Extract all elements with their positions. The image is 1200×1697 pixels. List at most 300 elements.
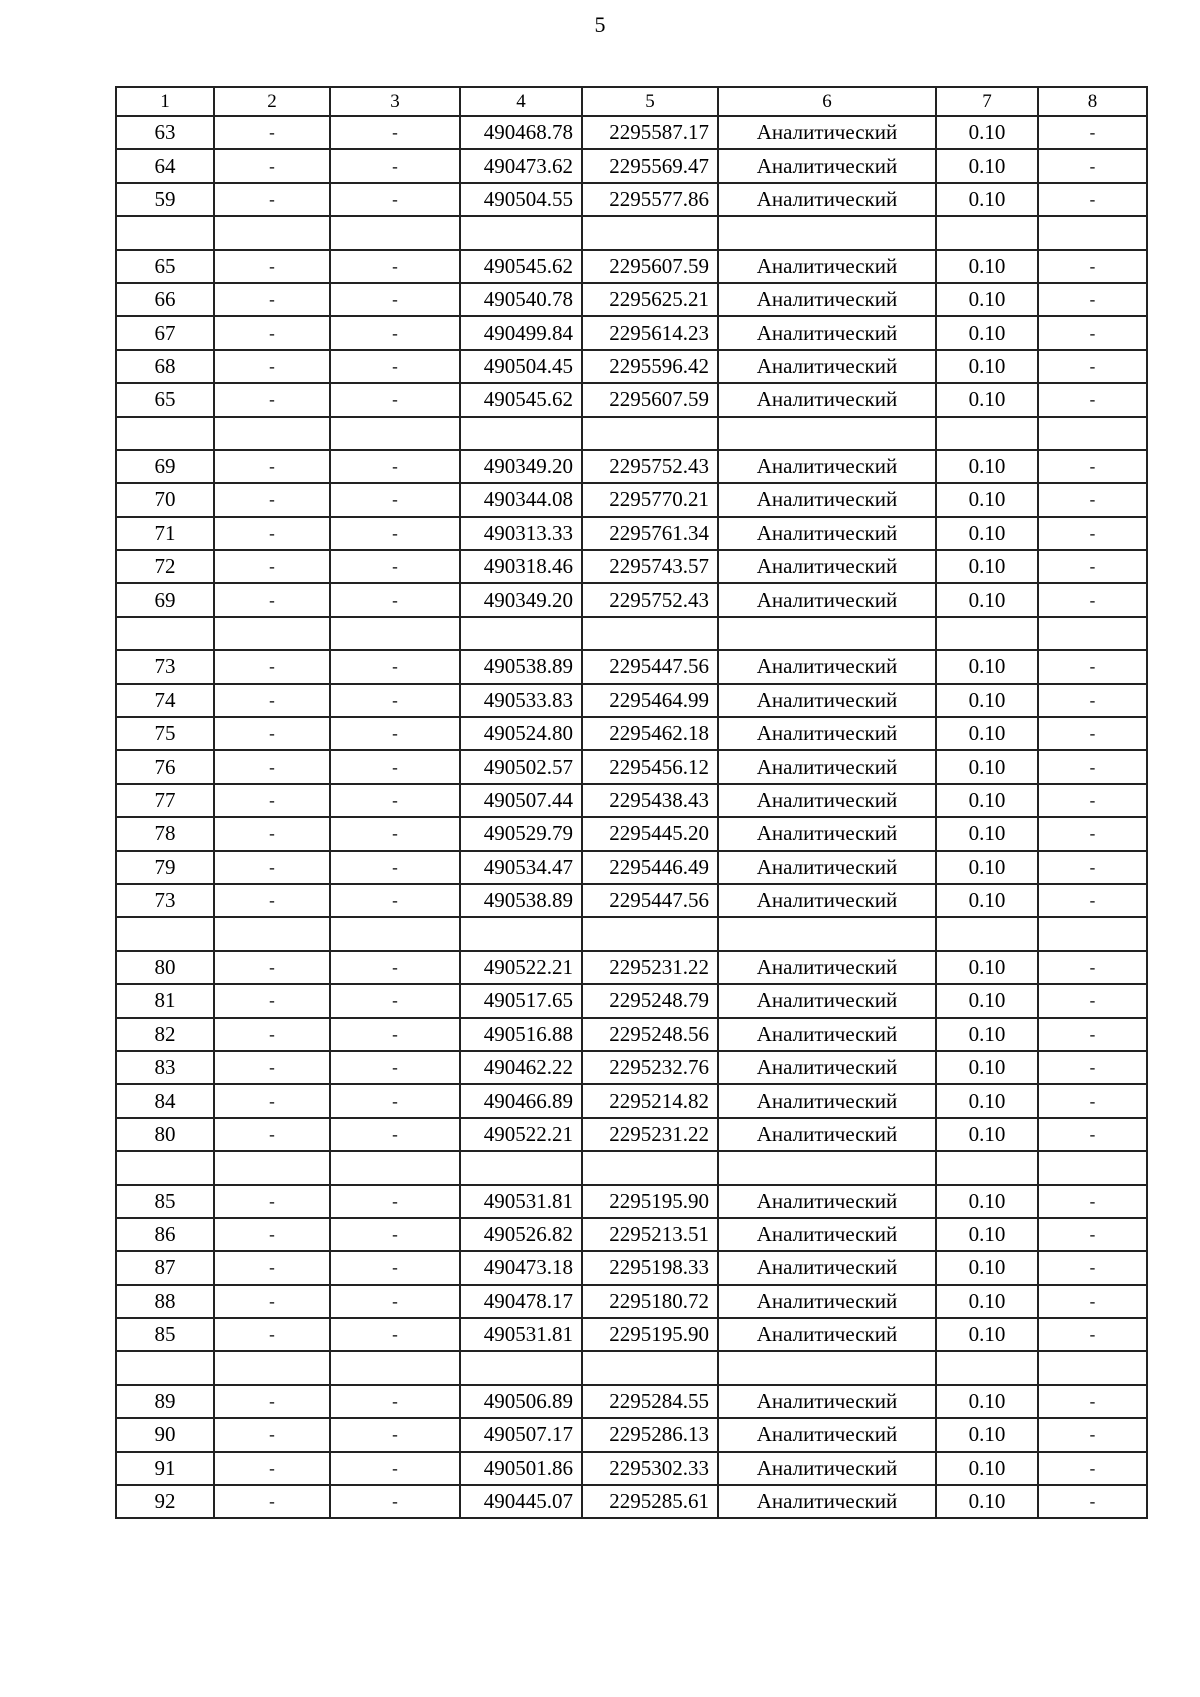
col8-cell xyxy=(1038,417,1147,450)
y-coordinate-cell: 2295248.79 xyxy=(582,984,718,1017)
point-number-cell: 79 xyxy=(116,851,214,884)
method-cell: Аналитический xyxy=(718,1084,936,1117)
column-header: 6 xyxy=(718,87,936,116)
col3-cell xyxy=(330,417,460,450)
col8-cell: - xyxy=(1038,1418,1147,1451)
col8-cell: - xyxy=(1038,1251,1147,1284)
col3-cell: - xyxy=(330,884,460,917)
col3-cell: - xyxy=(330,250,460,283)
table-row xyxy=(116,1251,1147,1284)
table-row xyxy=(116,350,1147,383)
y-coordinate-cell: 2295198.33 xyxy=(582,1251,718,1284)
accuracy-cell: 0.10 xyxy=(936,583,1038,616)
method-cell: Аналитический xyxy=(718,951,936,984)
x-coordinate-cell xyxy=(460,917,582,950)
col8-cell: - xyxy=(1038,784,1147,817)
point-number-cell: 78 xyxy=(116,817,214,850)
col2-cell: - xyxy=(214,1118,330,1151)
table-row xyxy=(116,149,1147,182)
column-header: 4 xyxy=(460,87,582,116)
x-coordinate-cell: 490517.65 xyxy=(460,984,582,1017)
accuracy-cell: 0.10 xyxy=(936,1318,1038,1351)
col2-cell: - xyxy=(214,1418,330,1451)
col8-cell: - xyxy=(1038,283,1147,316)
y-coordinate-cell xyxy=(582,417,718,450)
y-coordinate-cell: 2295180.72 xyxy=(582,1285,718,1318)
x-coordinate-cell: 490531.81 xyxy=(460,1318,582,1351)
column-header: 2 xyxy=(214,87,330,116)
table-row xyxy=(116,717,1147,750)
point-number-cell xyxy=(116,216,214,249)
col3-cell: - xyxy=(330,483,460,516)
table-row xyxy=(116,884,1147,917)
y-coordinate-cell: 2295195.90 xyxy=(582,1185,718,1218)
x-coordinate-cell: 490529.79 xyxy=(460,817,582,850)
table-row xyxy=(116,851,1147,884)
table-row xyxy=(116,550,1147,583)
method-cell xyxy=(718,1151,936,1184)
method-cell: Аналитический xyxy=(718,784,936,817)
point-number-cell xyxy=(116,917,214,950)
x-coordinate-cell: 490506.89 xyxy=(460,1385,582,1418)
col3-cell: - xyxy=(330,1018,460,1051)
y-coordinate-cell: 2295195.90 xyxy=(582,1318,718,1351)
table-row xyxy=(116,951,1147,984)
col8-cell: - xyxy=(1038,817,1147,850)
x-coordinate-cell: 490344.08 xyxy=(460,483,582,516)
y-coordinate-cell: 2295569.47 xyxy=(582,149,718,182)
col8-cell: - xyxy=(1038,884,1147,917)
method-cell: Аналитический xyxy=(718,383,936,416)
point-number-cell: 71 xyxy=(116,517,214,550)
y-coordinate-cell: 2295743.57 xyxy=(582,550,718,583)
point-number-cell: 80 xyxy=(116,951,214,984)
accuracy-cell: 0.10 xyxy=(936,1418,1038,1451)
col2-cell: - xyxy=(214,1285,330,1318)
col2-cell: - xyxy=(214,817,330,850)
y-coordinate-cell xyxy=(582,917,718,950)
col2-cell: - xyxy=(214,1018,330,1051)
accuracy-cell: 0.10 xyxy=(936,1185,1038,1218)
col3-cell: - xyxy=(330,951,460,984)
y-coordinate-cell xyxy=(582,617,718,650)
accuracy-cell: 0.10 xyxy=(936,951,1038,984)
column-header: 8 xyxy=(1038,87,1147,116)
x-coordinate-cell: 490507.17 xyxy=(460,1418,582,1451)
col2-cell: - xyxy=(214,951,330,984)
col3-cell: - xyxy=(330,1051,460,1084)
x-coordinate-cell: 490473.18 xyxy=(460,1251,582,1284)
table-row xyxy=(116,1018,1147,1051)
x-coordinate-cell xyxy=(460,417,582,450)
table-row xyxy=(116,750,1147,783)
accuracy-cell: 0.10 xyxy=(936,650,1038,683)
x-coordinate-cell xyxy=(460,1351,582,1384)
table-row xyxy=(116,1051,1147,1084)
x-coordinate-cell: 490504.55 xyxy=(460,183,582,216)
table-row xyxy=(116,684,1147,717)
point-number-cell: 77 xyxy=(116,784,214,817)
accuracy-cell xyxy=(936,1351,1038,1384)
col3-cell: - xyxy=(330,684,460,717)
x-coordinate-cell: 490531.81 xyxy=(460,1185,582,1218)
table-separator-row xyxy=(116,1351,1147,1384)
y-coordinate-cell: 2295456.12 xyxy=(582,750,718,783)
col8-cell: - xyxy=(1038,1485,1147,1518)
x-coordinate-cell: 490468.78 xyxy=(460,116,582,149)
accuracy-cell: 0.10 xyxy=(936,250,1038,283)
x-coordinate-cell: 490516.88 xyxy=(460,1018,582,1051)
table-row xyxy=(116,1318,1147,1351)
col2-cell: - xyxy=(214,684,330,717)
x-coordinate-cell: 490545.62 xyxy=(460,383,582,416)
col8-cell: - xyxy=(1038,583,1147,616)
y-coordinate-cell: 2295214.82 xyxy=(582,1084,718,1117)
accuracy-cell: 0.10 xyxy=(936,1485,1038,1518)
table-row xyxy=(116,250,1147,283)
col2-cell xyxy=(214,617,330,650)
point-number-cell: 65 xyxy=(116,383,214,416)
method-cell xyxy=(718,617,936,650)
accuracy-cell: 0.10 xyxy=(936,884,1038,917)
method-cell: Аналитический xyxy=(718,817,936,850)
col3-cell: - xyxy=(330,717,460,750)
coordinates-table xyxy=(115,86,1148,1519)
y-coordinate-cell: 2295213.51 xyxy=(582,1218,718,1251)
x-coordinate-cell: 490538.89 xyxy=(460,650,582,683)
point-number-cell xyxy=(116,417,214,450)
col8-cell xyxy=(1038,917,1147,950)
col2-cell xyxy=(214,917,330,950)
accuracy-cell: 0.10 xyxy=(936,750,1038,783)
col8-cell: - xyxy=(1038,350,1147,383)
accuracy-cell: 0.10 xyxy=(936,851,1038,884)
y-coordinate-cell: 2295445.20 xyxy=(582,817,718,850)
method-cell: Аналитический xyxy=(718,450,936,483)
method-cell: Аналитический xyxy=(718,183,936,216)
point-number-cell: 81 xyxy=(116,984,214,1017)
x-coordinate-cell: 490502.57 xyxy=(460,750,582,783)
col2-cell: - xyxy=(214,1251,330,1284)
table-row xyxy=(116,784,1147,817)
col2-cell: - xyxy=(214,984,330,1017)
x-coordinate-cell: 490540.78 xyxy=(460,283,582,316)
col2-cell: - xyxy=(214,1452,330,1485)
method-cell: Аналитический xyxy=(718,984,936,1017)
y-coordinate-cell: 2295286.13 xyxy=(582,1418,718,1451)
col8-cell: - xyxy=(1038,1084,1147,1117)
y-coordinate-cell: 2295447.56 xyxy=(582,884,718,917)
x-coordinate-cell: 490313.33 xyxy=(460,517,582,550)
col3-cell: - xyxy=(330,583,460,616)
table-row xyxy=(116,1285,1147,1318)
point-number-cell: 72 xyxy=(116,550,214,583)
col2-cell: - xyxy=(214,149,330,182)
x-coordinate-cell: 490522.21 xyxy=(460,951,582,984)
y-coordinate-cell: 2295462.18 xyxy=(582,717,718,750)
y-coordinate-cell: 2295284.55 xyxy=(582,1385,718,1418)
point-number-cell: 67 xyxy=(116,316,214,349)
point-number-cell: 85 xyxy=(116,1318,214,1351)
table-header-row xyxy=(116,87,1147,116)
col3-cell: - xyxy=(330,984,460,1017)
column-header: 5 xyxy=(582,87,718,116)
col8-cell xyxy=(1038,1351,1147,1384)
col3-cell: - xyxy=(330,316,460,349)
col3-cell: - xyxy=(330,851,460,884)
accuracy-cell xyxy=(936,917,1038,950)
col8-cell: - xyxy=(1038,1318,1147,1351)
table-row xyxy=(116,517,1147,550)
table-body xyxy=(116,87,1147,1518)
method-cell: Аналитический xyxy=(718,1318,936,1351)
col2-cell: - xyxy=(214,851,330,884)
accuracy-cell: 0.10 xyxy=(936,1251,1038,1284)
point-number-cell: 69 xyxy=(116,583,214,616)
y-coordinate-cell: 2295231.22 xyxy=(582,951,718,984)
accuracy-cell: 0.10 xyxy=(936,316,1038,349)
point-number-cell: 59 xyxy=(116,183,214,216)
x-coordinate-cell: 490534.47 xyxy=(460,851,582,884)
method-cell: Аналитический xyxy=(718,1218,936,1251)
col8-cell: - xyxy=(1038,1018,1147,1051)
point-number-cell: 90 xyxy=(116,1418,214,1451)
col3-cell xyxy=(330,617,460,650)
col2-cell: - xyxy=(214,1385,330,1418)
x-coordinate-cell: 490499.84 xyxy=(460,316,582,349)
method-cell: Аналитический xyxy=(718,750,936,783)
x-coordinate-cell: 490522.21 xyxy=(460,1118,582,1151)
table-row xyxy=(116,1452,1147,1485)
col3-cell: - xyxy=(330,283,460,316)
method-cell xyxy=(718,917,936,950)
point-number-cell: 92 xyxy=(116,1485,214,1518)
col2-cell xyxy=(214,216,330,249)
col8-cell xyxy=(1038,617,1147,650)
x-coordinate-cell: 490466.89 xyxy=(460,1084,582,1117)
accuracy-cell xyxy=(936,617,1038,650)
col2-cell xyxy=(214,417,330,450)
accuracy-cell: 0.10 xyxy=(936,1285,1038,1318)
method-cell: Аналитический xyxy=(718,517,936,550)
x-coordinate-cell xyxy=(460,617,582,650)
point-number-cell: 87 xyxy=(116,1251,214,1284)
method-cell: Аналитический xyxy=(718,851,936,884)
col3-cell: - xyxy=(330,1452,460,1485)
point-number-cell xyxy=(116,1151,214,1184)
col2-cell: - xyxy=(214,1084,330,1117)
y-coordinate-cell: 2295302.33 xyxy=(582,1452,718,1485)
point-number-cell: 82 xyxy=(116,1018,214,1051)
table-row xyxy=(116,383,1147,416)
column-header: 3 xyxy=(330,87,460,116)
point-number-cell: 88 xyxy=(116,1285,214,1318)
col3-cell: - xyxy=(330,1285,460,1318)
accuracy-cell: 0.10 xyxy=(936,1018,1038,1051)
table-row xyxy=(116,1218,1147,1251)
col2-cell: - xyxy=(214,1051,330,1084)
col3-cell: - xyxy=(330,750,460,783)
method-cell: Аналитический xyxy=(718,483,936,516)
col8-cell xyxy=(1038,216,1147,249)
table-row xyxy=(116,1385,1147,1418)
method-cell: Аналитический xyxy=(718,1418,936,1451)
col8-cell: - xyxy=(1038,1452,1147,1485)
col8-cell: - xyxy=(1038,750,1147,783)
point-number-cell: 68 xyxy=(116,350,214,383)
accuracy-cell: 0.10 xyxy=(936,817,1038,850)
col3-cell xyxy=(330,917,460,950)
y-coordinate-cell: 2295446.49 xyxy=(582,851,718,884)
point-number-cell: 76 xyxy=(116,750,214,783)
col2-cell: - xyxy=(214,116,330,149)
col2-cell: - xyxy=(214,350,330,383)
method-cell: Аналитический xyxy=(718,316,936,349)
point-number-cell: 70 xyxy=(116,483,214,516)
x-coordinate-cell: 490526.82 xyxy=(460,1218,582,1251)
col8-cell: - xyxy=(1038,1385,1147,1418)
y-coordinate-cell: 2295231.22 xyxy=(582,1118,718,1151)
col2-cell: - xyxy=(214,316,330,349)
table-row xyxy=(116,483,1147,516)
col2-cell: - xyxy=(214,884,330,917)
col3-cell: - xyxy=(330,1318,460,1351)
point-number-cell: 91 xyxy=(116,1452,214,1485)
col8-cell: - xyxy=(1038,1051,1147,1084)
point-number-cell: 74 xyxy=(116,684,214,717)
accuracy-cell: 0.10 xyxy=(936,550,1038,583)
accuracy-cell: 0.10 xyxy=(936,183,1038,216)
accuracy-cell: 0.10 xyxy=(936,149,1038,182)
x-coordinate-cell: 490473.62 xyxy=(460,149,582,182)
col2-cell: - xyxy=(214,1485,330,1518)
method-cell: Аналитический xyxy=(718,650,936,683)
method-cell: Аналитический xyxy=(718,1285,936,1318)
accuracy-cell xyxy=(936,216,1038,249)
method-cell xyxy=(718,417,936,450)
table-row xyxy=(116,1118,1147,1151)
method-cell: Аналитический xyxy=(718,1185,936,1218)
x-coordinate-cell xyxy=(460,216,582,249)
point-number-cell: 84 xyxy=(116,1084,214,1117)
col8-cell: - xyxy=(1038,1118,1147,1151)
accuracy-cell: 0.10 xyxy=(936,1452,1038,1485)
col2-cell: - xyxy=(214,784,330,817)
col3-cell: - xyxy=(330,383,460,416)
table-separator-row xyxy=(116,617,1147,650)
page-number: 5 xyxy=(594,12,606,37)
point-number-cell: 89 xyxy=(116,1385,214,1418)
table-row xyxy=(116,450,1147,483)
column-header: 7 xyxy=(936,87,1038,116)
table-row xyxy=(116,116,1147,149)
col8-cell: - xyxy=(1038,684,1147,717)
y-coordinate-cell: 2295752.43 xyxy=(582,583,718,616)
method-cell: Аналитический xyxy=(718,583,936,616)
y-coordinate-cell: 2295232.76 xyxy=(582,1051,718,1084)
col3-cell: - xyxy=(330,1084,460,1117)
accuracy-cell: 0.10 xyxy=(936,1051,1038,1084)
y-coordinate-cell: 2295752.43 xyxy=(582,450,718,483)
table-row xyxy=(116,650,1147,683)
method-cell: Аналитический xyxy=(718,884,936,917)
table-row xyxy=(116,1485,1147,1518)
col8-cell: - xyxy=(1038,650,1147,683)
col2-cell: - xyxy=(214,517,330,550)
col8-cell: - xyxy=(1038,851,1147,884)
accuracy-cell: 0.10 xyxy=(936,283,1038,316)
col2-cell: - xyxy=(214,550,330,583)
col2-cell: - xyxy=(214,383,330,416)
y-coordinate-cell: 2295607.59 xyxy=(582,250,718,283)
method-cell: Аналитический xyxy=(718,350,936,383)
table-separator-row xyxy=(116,917,1147,950)
point-number-cell: 66 xyxy=(116,283,214,316)
method-cell: Аналитический xyxy=(718,684,936,717)
method-cell: Аналитический xyxy=(718,1051,936,1084)
table-row xyxy=(116,183,1147,216)
method-cell: Аналитический xyxy=(718,1485,936,1518)
x-coordinate-cell: 490507.44 xyxy=(460,784,582,817)
col2-cell: - xyxy=(214,283,330,316)
y-coordinate-cell: 2295285.61 xyxy=(582,1485,718,1518)
col2-cell: - xyxy=(214,483,330,516)
point-number-cell: 80 xyxy=(116,1118,214,1151)
y-coordinate-cell: 2295625.21 xyxy=(582,283,718,316)
col3-cell: - xyxy=(330,450,460,483)
method-cell xyxy=(718,1351,936,1384)
accuracy-cell: 0.10 xyxy=(936,450,1038,483)
x-coordinate-cell: 490478.17 xyxy=(460,1285,582,1318)
y-coordinate-cell: 2295761.34 xyxy=(582,517,718,550)
col8-cell: - xyxy=(1038,183,1147,216)
point-number-cell: 64 xyxy=(116,149,214,182)
y-coordinate-cell: 2295447.56 xyxy=(582,650,718,683)
point-number-cell: 65 xyxy=(116,250,214,283)
col3-cell xyxy=(330,1351,460,1384)
col8-cell: - xyxy=(1038,517,1147,550)
y-coordinate-cell xyxy=(582,1151,718,1184)
col8-cell: - xyxy=(1038,951,1147,984)
col3-cell: - xyxy=(330,784,460,817)
y-coordinate-cell: 2295587.17 xyxy=(582,116,718,149)
method-cell: Аналитический xyxy=(718,116,936,149)
x-coordinate-cell: 490533.83 xyxy=(460,684,582,717)
accuracy-cell: 0.10 xyxy=(936,383,1038,416)
accuracy-cell: 0.10 xyxy=(936,984,1038,1017)
point-number-cell: 73 xyxy=(116,650,214,683)
x-coordinate-cell: 490349.20 xyxy=(460,583,582,616)
point-number-cell: 73 xyxy=(116,884,214,917)
y-coordinate-cell xyxy=(582,216,718,249)
accuracy-cell: 0.10 xyxy=(936,684,1038,717)
table-separator-row xyxy=(116,216,1147,249)
col2-cell: - xyxy=(214,1218,330,1251)
accuracy-cell: 0.10 xyxy=(936,1118,1038,1151)
y-coordinate-cell: 2295607.59 xyxy=(582,383,718,416)
accuracy-cell: 0.10 xyxy=(936,1218,1038,1251)
col3-cell xyxy=(330,1151,460,1184)
method-cell: Аналитический xyxy=(718,1385,936,1418)
accuracy-cell: 0.10 xyxy=(936,116,1038,149)
y-coordinate-cell: 2295438.43 xyxy=(582,784,718,817)
table-row xyxy=(116,283,1147,316)
col2-cell: - xyxy=(214,750,330,783)
col2-cell: - xyxy=(214,717,330,750)
col8-cell: - xyxy=(1038,316,1147,349)
table-separator-row xyxy=(116,1151,1147,1184)
x-coordinate-cell: 490545.62 xyxy=(460,250,582,283)
